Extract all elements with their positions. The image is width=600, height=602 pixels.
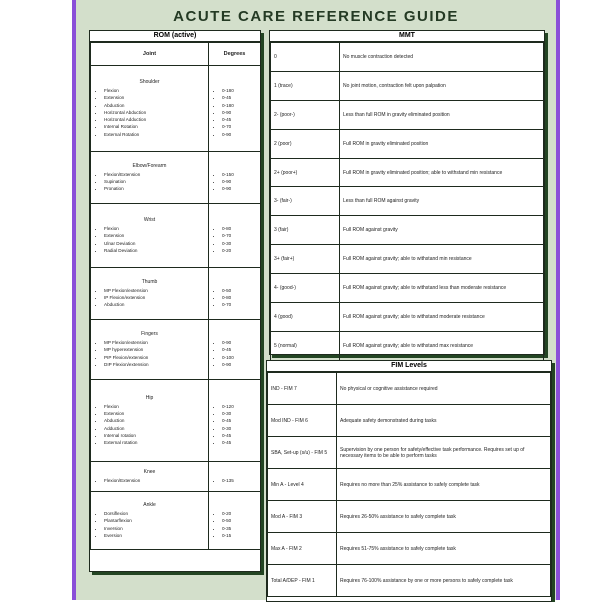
rom-degree-value: • 0-15	[222, 532, 257, 539]
rom-group-row	[91, 268, 261, 320]
rom-degrees-list	[212, 403, 257, 446]
rom-group-name: Shoulder	[139, 79, 160, 86]
rom-movement-list	[94, 287, 205, 309]
rom-group-row	[91, 462, 261, 492]
rom-degrees-cell	[209, 268, 261, 320]
rom-degrees-list	[212, 339, 257, 368]
rom-degrees-list	[212, 287, 257, 309]
fim-description: Supervision by one person for safety/effective task performance. Requires set up of necessary items to be able to perform tasks	[337, 437, 551, 469]
fim-description: Adequate safety demonstrated during tasks	[337, 405, 551, 437]
rom-group-row	[91, 380, 261, 462]
mmt-row	[271, 274, 544, 303]
rom-group-name: Fingers	[141, 331, 158, 338]
rom-degree-value: • 0-150	[222, 171, 257, 178]
mmt-description: Full ROM against gravity; able to withstand max resistance	[340, 331, 544, 360]
fim-level: IND - FIM 7	[268, 373, 337, 405]
mmt-row	[271, 216, 544, 245]
rom-degree-value: • 0-20	[222, 510, 257, 517]
rom-movement: • Abduction	[104, 417, 205, 424]
rom-degree-value: • 0-35	[222, 525, 257, 532]
rom-movement: • Plantarflexion	[104, 517, 205, 524]
rom-degrees-cell	[209, 492, 261, 550]
rom-movement: • Extension	[104, 232, 205, 239]
rom-degree-value: • 0-70	[222, 232, 257, 239]
rom-degrees-cell	[209, 462, 261, 492]
rom-joint-cell	[91, 492, 209, 550]
rom-movement: • Flexion	[104, 403, 205, 410]
rom-movement-list	[94, 87, 205, 137]
rom-movement: • Inversion	[104, 525, 205, 532]
rom-joint-cell	[91, 204, 209, 268]
rom-group-row	[91, 152, 261, 204]
rom-degrees-cell	[209, 380, 261, 462]
rom-movement: • Abduction	[104, 301, 205, 308]
rom-movement: • External Rotation	[104, 131, 205, 138]
mmt-row	[271, 100, 544, 129]
rom-movement-list	[94, 339, 205, 368]
rom-degree-value: • 0-90	[222, 185, 257, 192]
mmt-title: MMT	[270, 31, 544, 42]
mmt-panel	[269, 30, 545, 355]
mmt-row	[271, 43, 544, 72]
rom-movement: • Pronation	[104, 185, 205, 192]
rom-degrees-cell	[209, 204, 261, 268]
rom-degree-value: • 0-90	[222, 131, 257, 138]
rom-movement: • External rotation	[104, 439, 205, 446]
fim-description: No physical or cognitive assistance required	[337, 373, 551, 405]
fim-row	[268, 565, 551, 597]
rom-degree-value: • 0-90	[222, 109, 257, 116]
mmt-description: Full ROM in gravity eliminated position; able to withstand min resistance	[340, 158, 544, 187]
rom-degree-value: • 0-45	[222, 417, 257, 424]
rom-degree-value: • 0-80	[222, 294, 257, 301]
rom-degree-value: • 0-100	[222, 354, 257, 361]
rom-movement: • Flexion/Extension	[104, 477, 205, 484]
rom-degree-value: • 0-180	[222, 87, 257, 94]
rom-degree-value: • 0-45	[222, 94, 257, 101]
rom-degree-value: • 0-20	[222, 247, 257, 254]
rom-col-degrees: Degrees	[209, 43, 261, 66]
rom-group-name: Hip	[145, 394, 154, 401]
rom-movement: • Dorsiflexion	[104, 510, 205, 517]
rom-group-name: Ankle	[143, 502, 156, 509]
rom-panel	[89, 30, 261, 572]
rom-movement: • Horizontal Abduction	[104, 109, 205, 116]
mmt-grade: 2 (poor)	[271, 129, 340, 158]
mmt-description: Full ROM against gravity; able to withstand less than moderate resistance	[340, 274, 544, 303]
rom-joint-cell	[91, 152, 209, 204]
fim-row	[268, 533, 551, 565]
rom-group-row	[91, 66, 261, 152]
fim-description: Requires 51-75% assistance to safely complete task	[337, 533, 551, 565]
mmt-row	[271, 158, 544, 187]
rom-joint-cell	[91, 462, 209, 492]
rom-movement: • Flexion	[104, 87, 205, 94]
rom-movement: • Supination	[104, 178, 205, 185]
mmt-description: Less than full ROM in gravity eliminated position	[340, 100, 544, 129]
rom-degree-value: • 0-45	[222, 432, 257, 439]
rom-movement: • Radial Deviation	[104, 247, 205, 254]
right-accent-bar	[556, 0, 560, 600]
rom-movement: • Extension	[104, 410, 205, 417]
rom-group-row	[91, 204, 261, 268]
mmt-row	[271, 245, 544, 274]
mmt-description: Full ROM against gravity	[340, 216, 544, 245]
rom-joint-cell	[91, 268, 209, 320]
rom-movement: • IP Flexion/extension	[104, 294, 205, 301]
rom-degrees-cell	[209, 66, 261, 152]
reference-page	[76, 0, 556, 600]
mmt-body	[271, 43, 544, 361]
fim-row	[268, 501, 551, 533]
rom-degrees-list	[212, 87, 257, 137]
mmt-row	[271, 303, 544, 332]
mmt-row	[271, 331, 544, 360]
rom-movement: • MP hyperextension	[104, 346, 205, 353]
rom-movement-list	[94, 171, 205, 193]
rom-degree-value: • 0-90	[222, 339, 257, 346]
rom-movement-list	[94, 510, 205, 539]
mmt-grade: 1 (trace)	[271, 71, 340, 100]
rom-degrees-list	[212, 477, 257, 484]
rom-movement: • Extension	[104, 94, 205, 101]
fim-row	[268, 437, 551, 469]
mmt-row	[271, 187, 544, 216]
rom-degree-value: • 0-70	[222, 301, 257, 308]
rom-movement-list	[94, 477, 205, 484]
mmt-row	[271, 129, 544, 158]
rom-movement-list	[94, 403, 205, 446]
rom-degree-value: • 0-70	[222, 123, 257, 130]
rom-degree-value: • 0-135	[222, 477, 257, 484]
fim-panel	[266, 360, 552, 602]
rom-movement: • DIP Flexion/extension	[104, 361, 205, 368]
rom-movement: • Abduction	[104, 102, 205, 109]
rom-joint-cell	[91, 66, 209, 152]
fim-row	[268, 373, 551, 405]
mmt-table	[270, 42, 544, 361]
fim-description: Requires no more than 25% assistance to safely complete task	[337, 469, 551, 501]
mmt-grade: 3 (fair)	[271, 216, 340, 245]
rom-degree-value: • 0-45	[222, 439, 257, 446]
rom-degree-value: • 0-30	[222, 425, 257, 432]
rom-body	[91, 66, 261, 550]
rom-movement: • PIP Flexion/extension	[104, 354, 205, 361]
rom-degrees-cell	[209, 320, 261, 380]
fim-row	[268, 469, 551, 501]
mmt-grade: 0	[271, 43, 340, 72]
fim-level: Min A - Level 4	[268, 469, 337, 501]
rom-degree-value: • 0-45	[222, 116, 257, 123]
rom-movement: • Eversion	[104, 532, 205, 539]
rom-col-joint: Joint	[91, 43, 209, 66]
rom-movement: • Horizontal Adduction	[104, 116, 205, 123]
mmt-grade: 4 (good)	[271, 303, 340, 332]
rom-degree-value: • 0-120	[222, 403, 257, 410]
rom-movement: • Ulnar Deviation	[104, 240, 205, 247]
mmt-grade: 2- (poor-)	[271, 100, 340, 129]
mmt-description: No muscle contraction detected	[340, 43, 544, 72]
mmt-grade: 3+ (fair+)	[271, 245, 340, 274]
mmt-description: Full ROM in gravity eliminated position	[340, 129, 544, 158]
rom-joint-cell	[91, 380, 209, 462]
fim-level: SBA, Set-up (s/u) - FIM 5	[268, 437, 337, 469]
rom-degrees-cell	[209, 152, 261, 204]
rom-movement: • Internal Rotation	[104, 123, 205, 130]
rom-group-name: Elbow/Forearm	[132, 162, 167, 169]
mmt-grade: 5 (normal)	[271, 331, 340, 360]
rom-degree-value: • 0-30	[222, 410, 257, 417]
rom-joint-cell	[91, 320, 209, 380]
fim-level: Mod A - FIM 3	[268, 501, 337, 533]
rom-header-row	[91, 43, 261, 66]
rom-degrees-list	[212, 171, 257, 193]
mmt-description: Less than full ROM against gravity	[340, 187, 544, 216]
rom-group-name: Knee	[143, 468, 156, 475]
rom-movement-list	[94, 225, 205, 254]
page-title: ACUTE CARE REFERENCE GUIDE	[173, 8, 459, 25]
rom-degree-value: • 0-50	[222, 287, 257, 294]
mmt-description: No joint motion, contraction felt upon palpation	[340, 71, 544, 100]
rom-movement: • Flexion	[104, 225, 205, 232]
fim-level: Max A - FIM 2	[268, 533, 337, 565]
rom-degree-value: • 0-180	[222, 102, 257, 109]
fim-row	[268, 405, 551, 437]
rom-degrees-list	[212, 510, 257, 539]
mmt-grade: 4- (good-)	[271, 274, 340, 303]
rom-group-name: Wrist	[143, 217, 156, 224]
rom-movement: • MP Flexion/extension	[104, 287, 205, 294]
rom-degree-value: • 0-80	[222, 225, 257, 232]
fim-title: FIM Levels	[267, 361, 551, 372]
rom-degree-value: • 0-90	[222, 178, 257, 185]
rom-title: ROM (active)	[90, 31, 260, 42]
rom-group-name: Thumb	[141, 278, 158, 285]
fim-level: Mod IND - FIM 6	[268, 405, 337, 437]
mmt-description: Full ROM against gravity; able to withstand min resistance	[340, 245, 544, 274]
rom-group-row	[91, 492, 261, 550]
rom-table	[90, 42, 261, 550]
fim-description: Requires 76-100% assistance by one or more persons to safely complete task	[337, 565, 551, 597]
fim-description: Requires 26-50% assistance to safely complete task	[337, 501, 551, 533]
rom-movement: • Flexion/Extension	[104, 171, 205, 178]
fim-table	[267, 372, 551, 597]
rom-degree-value: • 0-90	[222, 361, 257, 368]
rom-degrees-list	[212, 225, 257, 254]
mmt-row	[271, 71, 544, 100]
fim-level: Total A/DEP - FIM 1	[268, 565, 337, 597]
rom-degree-value: • 0-30	[222, 240, 257, 247]
rom-degree-value: • 0-45	[222, 346, 257, 353]
rom-group-row	[91, 320, 261, 380]
rom-movement: • MP Flexion/extension	[104, 339, 205, 346]
fim-body	[268, 373, 551, 597]
rom-degree-value: • 0-50	[222, 517, 257, 524]
mmt-description: Full ROM against gravity; able to withstand moderate resistance	[340, 303, 544, 332]
rom-movement: • Adduction	[104, 425, 205, 432]
mmt-grade: 2+ (poor+)	[271, 158, 340, 187]
rom-movement: • Internal rotation	[104, 432, 205, 439]
mmt-grade: 3- (fair-)	[271, 187, 340, 216]
